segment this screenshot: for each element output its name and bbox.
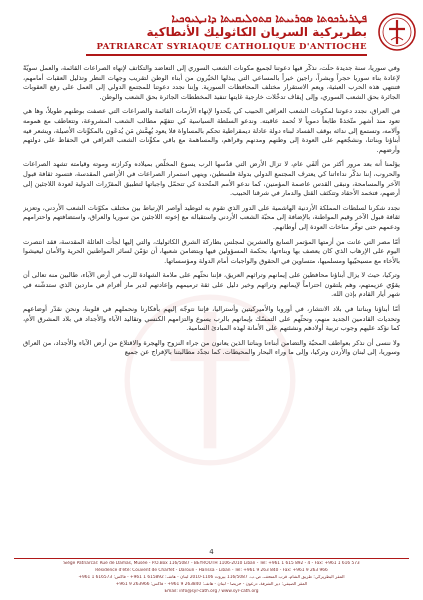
paragraph-jordan: نجدد شكرنا لسلطات المملكة الأردنية الهاشمية على الدور الذي تقوم به لتوطيد أواصر الإرتباط بين مختلف مكوّنات الشعب الأردني، وتعزيز ثقافة قبول الآخر وقيم المواطنة، بالإضافة إلى محبّة الشعب الأردني واستقباله مع إخوته اللاجئين من سوريا والعراق، واستضافتهم واحترامهم ودعمهم حتى توفّر مناخات العودة إلى أوطانهم. xyxy=(23,203,400,231)
letter-body xyxy=(23,64,400,516)
footer-contact: Email: info@syr-cath.org / www.syr-cath.org xyxy=(164,589,259,594)
footer-address-fr: Siège Patriarcal: Rue de Damas, Musée - P.O.Box 116/5087 - BEYROUTH 1106-2010 Liban - Tel: +961 1 615 892 - 4 - Fax: +961 1 616 573 xyxy=(63,561,360,566)
french-title: PATRIARCAT SYRIAQUE CATHOLIQUE D'ANTIOCHE xyxy=(96,42,367,52)
arabic-title: بطريركية السريان الكاثوليك الأنطاكية xyxy=(146,25,367,39)
footer-summer-residence-ar: المقر الصيفي: دير الشرفة، درعون - حريصا - لبنان - هاتف: 263840 9 961+ - فاكس: 263966 9 961+ xyxy=(115,582,308,587)
paragraph-egypt: أمّا مصر التي عانت من أزمتها المؤتمر السابع والعشرين لمجلس بطاركة الشرق الكاثوليك، والتي إليها لجأت العائلة المقدسة، فقد انتصرت اليوم على الإرهاب الذي كان يعصف بها وبناءتها، بحكمة المسؤولين فيها وبتضامن شعبها، أن تؤمّن لسائر المواطنين الحرية والأمان ليعيشوا بالأخاء مع مسيحيّيها ومسلميها، متساوين في الحقوق والواجبات أمام الدولة ومؤسساتها. xyxy=(23,237,400,265)
footer-summer-residence-fr: Résidence d'été: Couvent de Charfet - Daroun - Harissa - Liban - Tel: +961 9 263 840 - Fax: +961 9 263 966 xyxy=(95,568,328,573)
patriarchate-emblem-icon xyxy=(377,12,417,52)
paragraph-syria: وفي سوريا، سنة جديدة حلّت، نذكّر فيها دعوتنا لجميع مكونات الشعب السوري إلى التعاضد والتكاتف لإنهاء الصراعات القائمة، والعمل سويّةً لإعادة بناء سوريا حجراً وبشراً، راجين خيراً بالمساعي التي يبذلها الخيّرون من أبناء الوطن لتقريب وجهات النظر وتذليل العقبات أمامهم، فتنتهي هذه الحرب العبثية، ويعم الاستقرار مختلف المحافظات السورية. وإننا نجدد دعوتنا للمجتمع الدولي إلى العمل على رفع العقوبات الجائرة بحق الشعب السوري، وإلى إيقاف تدخّلات خارجية غايتها تنفيذ المخططات الجائرة بحق الشعب والوطن. xyxy=(23,64,400,101)
paragraph-iraq: في العراق، نجدد دعوتنا لمكونات الشعب العراقي الحبيب كي يتّحدوا لإنهاء الأزمات القائمة والصراعات التي عصفت بوطنهم طويلاً، وها هي تعود منذ أشهر متّخذةً طابعاً دموياً لا تُحمد عاقبته. وندعو السلطة السياسية كي تتفهّم مطالب الشعب المشروعة، وتتعاطف مع همومه وآلامه، وتستمع إلى ندائه بوقف الفساد لبناء دولة عادلة ديمقراطية تحكم بالمساواة فلا يعود يُهمَّش مَن يُدعَون بالمكوِّنات الأصيلة، ويشعر فيه أبناؤنا وبناتنا، ونشجّعهم على العودة إلى وطنهم ومدنهم وقراهم، والمساهمة مع باقي مكوِّنات الشعب العراقي في الحفاظ على دولتهم وأرضهم. xyxy=(23,107,400,154)
paragraph-diaspora: أمّا أبناؤنا وبناتنا في بلاد الانتشار، في أوروبا والأميركيتين وأستراليا، فإننا نتوجّه إليهم بأفكارنا ونحملهم في قلوبنا، ونحن نقدّر أوضاعهم وتحديات القادمين الجديد منهم، ونحثّهم على التمسّك بإيمانهم بالرب يسوع والتزامهم الكنسي وتقاليد الآباء والأجداد في بلاد المشرق الأم، كما نؤكد عليهم وجوب تربية أولادهم ونشئتهم على الأمانة لهذه المبادئ السامية. xyxy=(23,305,400,333)
letterhead-footer xyxy=(0,558,423,600)
letterhead xyxy=(0,6,423,58)
header-divider xyxy=(86,54,367,56)
page-number: 4 xyxy=(209,548,214,556)
paragraph-holy-land: يؤلمنا أنه بعد مرور أكثر من ألفَي عام، لا تزال الأرض التي قدّسها الرب يسوع المخلّص بميلاده وكرازته وموته وقيامته تشهد الصراعات والحروب، إننا نذكّر نداءاتنا كي يعترف المجتمع الدولي بدولة فلسطين، وينهي استمرار الصراعات في الأراضي المقدسة، فتسود ثقافة قبول الآخر والمسامحة، ونبقى القدس عاصمة المؤمنين، كما ندعو الأمم المتّحدة كي تتحمّل واجباتها لتطبيق المقرّرات الدولية لعودة اللاجئين إلى أرضهم، فتخمد الأحقاد وتتكثف القتل والدمار في شرقنا الحبيب. xyxy=(23,160,400,198)
footer-divider xyxy=(14,558,409,559)
paragraph-displaced: ولا ننسى أن نذكر بعواطف المحبّة والتضامن أبناءنا وبناتنا الذين يعانون من جراء النزوح والهجرة والاقتلاع من أرض الآباء والأجداد، من العراق وسوريا، إلى لبنان والأردن وتركيا، وإلى ما وراء البحار والمحيطات. كما نجدّد مطالبتنا بالإفراج عن جميع xyxy=(23,338,400,357)
syriac-title: ܦܛܪܝܪܟܘܬܐ ܣܘܪܝܝܬܐ ܩܬܘܠܝܩܝܬܐ ܕܐܢܛܝܘܟܝܐ xyxy=(171,12,367,25)
footer-address-ar: المقر البطريركي: طريق الشام، قرب المتحف، ص.ب. 116/5087 بيروت 1106-2010 لبنان - هاتف: 615892 1 961+ - فاكس: 616573 1 961+ xyxy=(78,575,345,580)
paragraph-turkey: وتركيا، حيث لا يزال أبناؤنا محافظين على إيمانهم وتراثهم العريق، فإننا نحثّهم على ملامة الشهادة للرب في أرض الآباء، طالبين منه تعالى أن يقوّي عزيمتهم، وهم يلتقون احتراماً لإيمانهم وتراثهم وخير دليل على ثقة ترميمهم وإعادتهم لدير مار أفرام في ماردين الذي ستدشّنه في شهر أيار القادم بإذن الله. xyxy=(23,271,400,299)
